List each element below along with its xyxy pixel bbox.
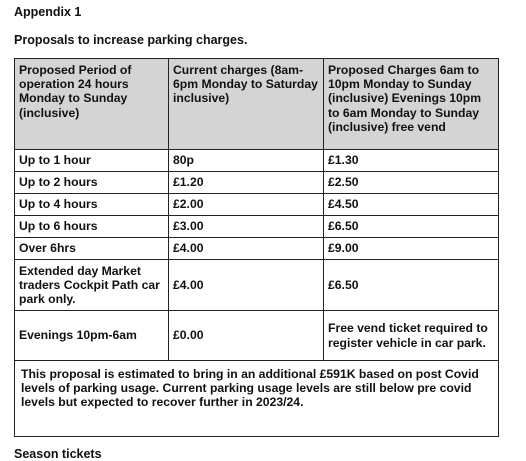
period-cell: Up to 1 hour — [15, 150, 169, 172]
period-cell: Up to 2 hours — [15, 172, 169, 194]
header-row — [15, 59, 499, 150]
proposed-charge-cell: £1.30 — [324, 150, 499, 172]
note-row — [15, 361, 499, 437]
proposed-charge-cell: £6.50 — [324, 260, 499, 311]
current-charge-cell: £4.00 — [169, 238, 324, 260]
current-charge-cell: £1.20 — [169, 172, 324, 194]
header-proposed-period: Proposed Period of operation 24 hours Monday to Sunday (inclusive) — [15, 59, 169, 150]
table-row — [15, 216, 499, 238]
period-cell: Up to 6 hours — [15, 216, 169, 238]
table-row — [15, 150, 499, 172]
appendix-heading: Appendix 1 — [14, 5, 82, 19]
table-row — [15, 238, 499, 260]
header-current-charges: Current charges (8am-6pm Monday to Saturday inclusive) — [169, 59, 324, 150]
table-title: Proposals to increase parking charges. — [14, 33, 248, 47]
proposed-charge-cell: £4.50 — [324, 194, 499, 216]
period-cell: Evenings 10pm-6am — [15, 311, 169, 361]
table-row — [15, 311, 499, 361]
revenue-note: This proposal is estimated to bring in an additional £591K based on post Covid levels of parking usage. Current parking usage levels are still below pre covid levels but expected to recover further in 2023/24. — [15, 361, 499, 437]
current-charge-cell: £3.00 — [169, 216, 324, 238]
current-charge-cell: £4.00 — [169, 260, 324, 311]
period-cell: Up to 4 hours — [15, 194, 169, 216]
period-cell: Extended day Market traders Cockpit Path car park only. — [15, 260, 169, 311]
header-proposed-charges: Proposed Charges 6am to 10pm Monday to Sunday (inclusive) Evenings 10pm to 6am Monday to Sunday (inclusive) free vend — [324, 59, 499, 150]
season-tickets-heading: Season tickets — [14, 447, 102, 461]
proposed-charge-cell: £2.50 — [324, 172, 499, 194]
table-row — [15, 172, 499, 194]
table-row — [15, 260, 499, 311]
period-cell: Over 6hrs — [15, 238, 169, 260]
proposed-charge-cell: £9.00 — [324, 238, 499, 260]
parking-charges-table — [14, 58, 499, 437]
current-charge-cell: £2.00 — [169, 194, 324, 216]
current-charge-cell: 80p — [169, 150, 324, 172]
table-row — [15, 194, 499, 216]
proposed-charge-cell: Free vend ticket required to register vehicle in car park. — [324, 311, 499, 361]
proposed-charge-cell: £6.50 — [324, 216, 499, 238]
current-charge-cell: £0.00 — [169, 311, 324, 361]
